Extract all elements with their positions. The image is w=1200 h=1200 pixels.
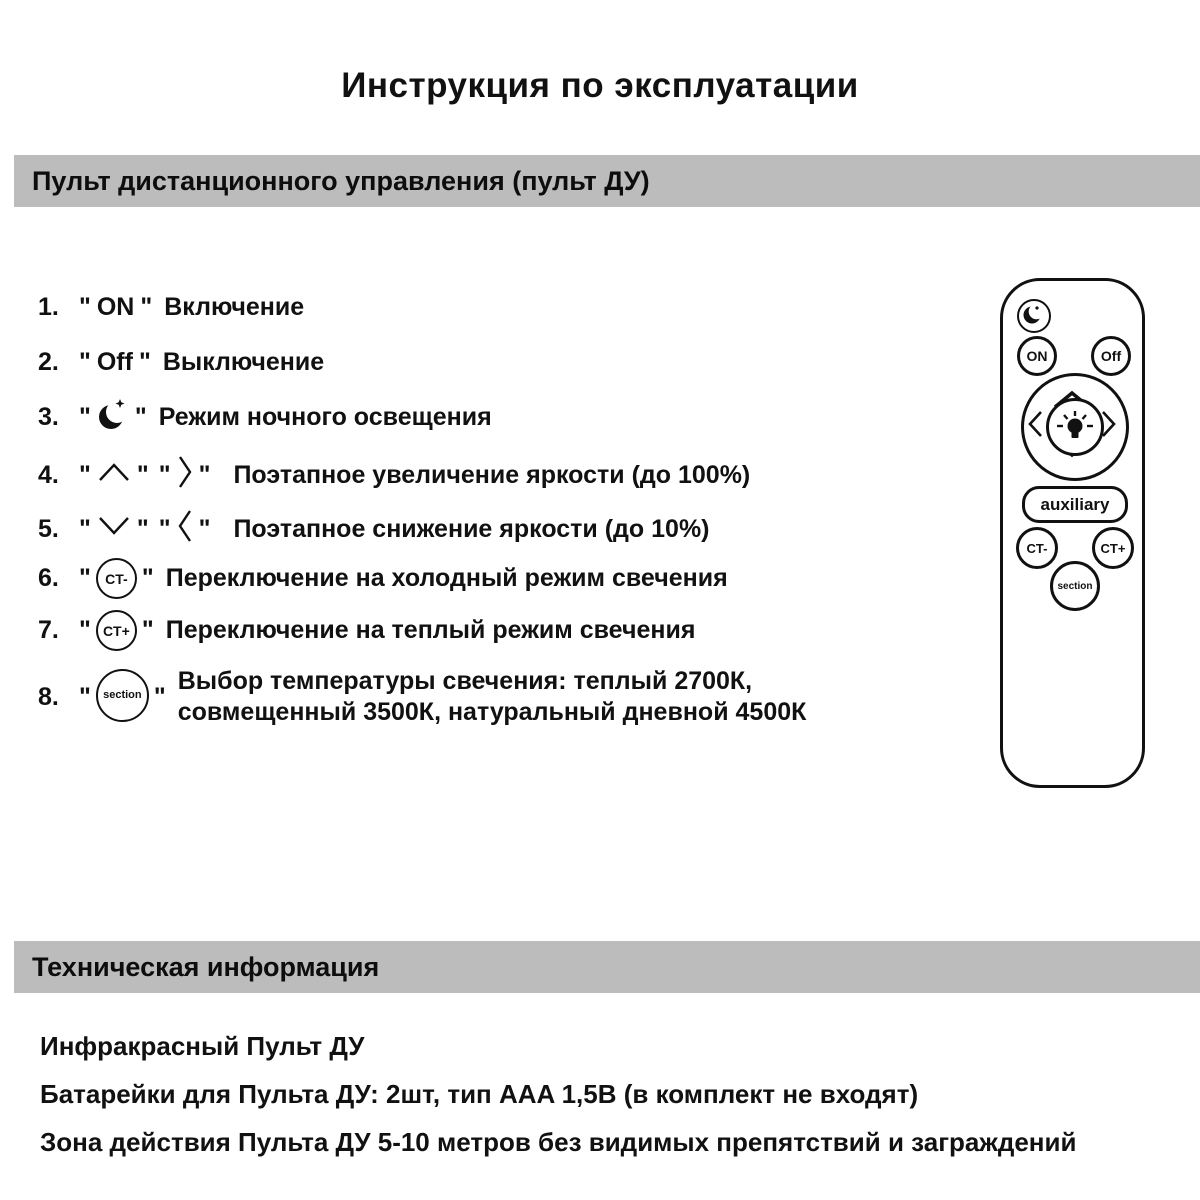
moon-night-mode-icon bbox=[1022, 302, 1046, 331]
quote-mark: " bbox=[141, 616, 154, 644]
section-header-remote-label: Пульт дистанционного управления (пульт ДУ) bbox=[32, 165, 650, 196]
item-number: 2. bbox=[38, 348, 59, 376]
moon-night-mode-icon bbox=[96, 396, 130, 439]
item-description-line-2: совмещенный 3500К, натуральный дневной 4500К bbox=[177, 698, 807, 726]
item-description: Включение bbox=[164, 293, 305, 321]
quote-mark: " bbox=[79, 403, 91, 431]
instruction-item-1 bbox=[38, 293, 304, 322]
item-description: Переключение на холодный режим свечения bbox=[165, 564, 728, 592]
instruction-item-4 bbox=[38, 452, 750, 499]
ct-plus-button: CT+ bbox=[1092, 527, 1134, 569]
on-button: ON bbox=[1017, 336, 1057, 376]
tech-info-line: Инфракрасный Пульт ДУ bbox=[40, 1031, 365, 1061]
quote-mark: " bbox=[153, 682, 166, 711]
angle-right-icon bbox=[176, 452, 194, 499]
quote-mark: " bbox=[79, 564, 91, 592]
quote-mark: " bbox=[141, 564, 154, 592]
section-header-tech-label: Техническая информация bbox=[32, 951, 380, 982]
instruction-item-6 bbox=[38, 558, 728, 599]
chevron-down-icon bbox=[96, 514, 132, 545]
quote-mark: " bbox=[138, 348, 151, 376]
item-description: Поэтапное увеличение яркости (до 100%) bbox=[233, 461, 751, 489]
auxiliary-button: auxiliary bbox=[1022, 486, 1128, 523]
item-description: Поэтапное снижение яркости (до 10%) bbox=[233, 515, 710, 543]
off-button: Off bbox=[1091, 336, 1131, 376]
instruction-item-8 bbox=[38, 666, 806, 728]
night-mode-button bbox=[1017, 299, 1051, 333]
instruction-item-5 bbox=[38, 506, 710, 553]
quote-mark: " bbox=[79, 348, 91, 376]
quote-mark: " bbox=[136, 461, 149, 489]
chevron-up-icon bbox=[96, 460, 132, 491]
brightness-bulb-icon bbox=[1052, 402, 1098, 453]
item-description: Переключение на теплый режим свечения bbox=[165, 616, 696, 644]
item-description-line-1: Выбор температуры свечения: теплый 2700К, bbox=[177, 667, 753, 695]
item-number: 3. bbox=[38, 403, 59, 431]
ct-plus-button-icon: CT+ bbox=[96, 610, 137, 651]
quote-mark: " bbox=[79, 682, 91, 711]
item-description: Выключение bbox=[162, 348, 325, 376]
quote-mark: " bbox=[198, 515, 211, 543]
quote-mark: " bbox=[79, 461, 91, 489]
ct-minus-button-icon: CT- bbox=[96, 558, 137, 599]
quote-mark: " bbox=[140, 293, 153, 321]
section-button: section bbox=[1050, 561, 1100, 611]
item-number: 8. bbox=[38, 682, 59, 711]
quote-mark: " bbox=[79, 293, 91, 321]
item-description: Режим ночного освещения bbox=[158, 403, 492, 431]
item-number: 6. bbox=[38, 564, 59, 592]
off-key-label: Off bbox=[96, 348, 133, 376]
tech-info-line: Батарейки для Пульта ДУ: 2шт, тип AAA 1,5В (в комплект не входят) bbox=[40, 1079, 919, 1109]
angle-left-icon bbox=[176, 506, 194, 553]
section-button-icon: section bbox=[96, 669, 149, 722]
tech-info-line: Зона действия Пульта ДУ 5-10 метров без видимых препятствий и заграждений bbox=[40, 1127, 1077, 1157]
quote-mark: " bbox=[158, 515, 171, 543]
angle-right-icon bbox=[1103, 412, 1114, 436]
quote-mark: " bbox=[158, 461, 171, 489]
angle-left-icon bbox=[1030, 412, 1041, 436]
quote-mark: " bbox=[79, 616, 91, 644]
item-description bbox=[178, 666, 807, 728]
quote-mark: " bbox=[79, 515, 91, 543]
quote-mark: " bbox=[134, 403, 147, 431]
instruction-item-7 bbox=[38, 610, 695, 651]
item-number: 1. bbox=[38, 293, 59, 321]
section-header-remote bbox=[14, 155, 1200, 207]
item-number: 5. bbox=[38, 515, 59, 543]
quote-mark: " bbox=[136, 515, 149, 543]
item-number: 7. bbox=[38, 616, 59, 644]
on-key-label: ON bbox=[96, 293, 135, 321]
brightness-center-button bbox=[1046, 398, 1104, 456]
ct-minus-button: CT- bbox=[1016, 527, 1058, 569]
section-header-tech bbox=[14, 941, 1200, 993]
page-title: Инструкция по эксплуатации bbox=[341, 66, 859, 105]
quote-mark: " bbox=[198, 461, 211, 489]
instruction-item-2 bbox=[38, 348, 324, 377]
item-number: 4. bbox=[38, 461, 59, 489]
remote-control-illustration bbox=[1000, 278, 1145, 788]
instruction-item-3 bbox=[38, 396, 492, 439]
